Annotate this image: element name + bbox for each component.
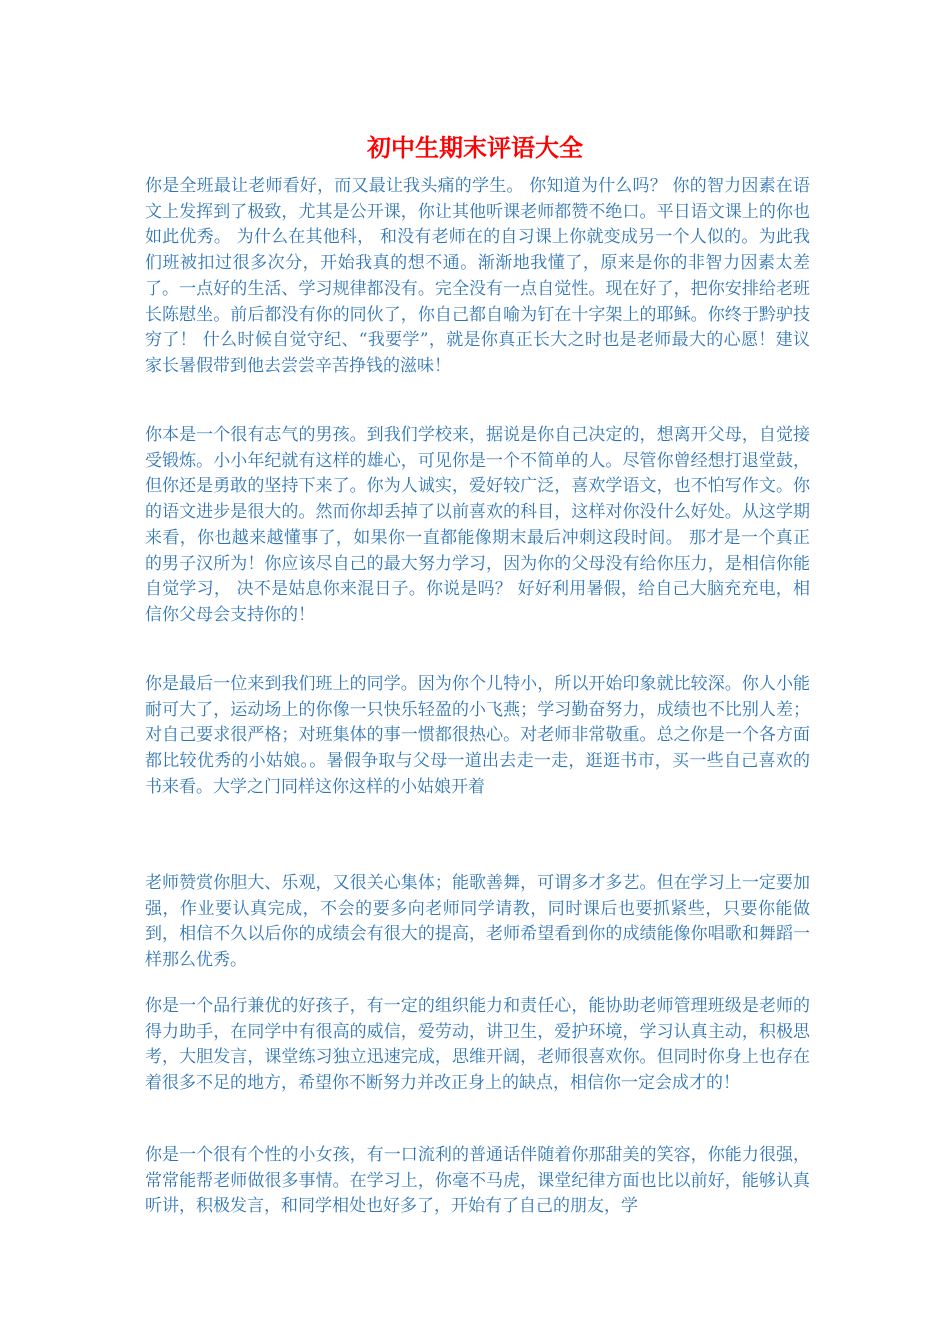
- comment-paragraph-5: 你是一个品行兼优的好孩子，有一定的组织能力和责任心，能协助老师管理班级是老师的得力助手，在同学中有很高的威信，爱劳动，讲卫生，爱护环境，学习认真主动，积极思考，大胆发言，课堂练习独立迅速完成，思维开阔，老师很喜欢你。但同时你身上也存在着很多不足的地方，希望你不断努力并改正身上的缺点，相信你一定会成才的！: [145, 996, 810, 1094]
- document-title: 初中生期末评语大全: [367, 133, 583, 162]
- comment-paragraph-2: 你本是一个很有志气的男孩。到我们学校来，据说是你自己决定的，想离开父母，自觉接受锻炼。小小年纪就有这样的雄心，可见你是一个不简单的人。尽管你曾经想打退堂鼓，但你还是勇敢的坚持下来了。你为人诚实，爱好较广泛，喜欢学语文，也不怕写作文。你的语文进步是很大的。然而你却丢掉了以前喜欢的科目，这样对你没什么好处。从这学期来看，你也越来越懂事了，如果你一直都能像期末最后冲刺这段时间。 那才是一个真正的男子汉所为！你应该尽自己的最大努力学习，因为你的父母没有给你压力，是相信你能自觉学习， 决不是姑息你来混日子。你说是吗？ 好好利用暑假，给自己大脑充充电，相信你父母会支持你的！: [145, 425, 810, 625]
- comment-paragraph-3: 你是最后一位来到我们班上的同学。因为你个儿特小，所以开始印象就比较深。你人小能耐可大了，运动场上的你像一只快乐轻盈的小飞燕；学习勤奋努力，成绩也不比别人差；对自己要求很严格；对班集体的事一惯都很热心。对老师非常敬重。总之你是一个各方面都比较优秀的小姑娘。。暑假争取与父母一道出去走一走，逛逛书市，买一些自己喜欢的书来看。大学之门同样这你这样的小姑娘开着: [145, 674, 810, 797]
- comment-paragraph-4: 老师赞赏你胆大、乐观，又很关心集体；能歌善舞，可谓多才多艺。但在学习上一定要加强，作业要认真完成，不会的要多向老师同学请教，同时课后也要抓紧些，只要你能做到，相信不久以后你的成绩会有很大的提高，老师希望看到你的成绩能像你唱歌和舞蹈一样那么优秀。: [145, 873, 810, 971]
- comment-paragraph-1: 你是全班最让老师看好，而又最让我头痛的学生。 你知道为什么吗？ 你的智力因素在语文上发挥到了极致，尤其是公开课，你让其他听课老师都赞不绝口。平日语文课上的你也如此优秀。 为什么在其他科， 和没有老师在的自习课上你就变成另一个人似的。为此我们班被扣过很多次分，开始我真的想不通。渐渐地我懂了，原来是你的非智力因素太差了。一点好的生活、学习规律都没有。完全没有一点自觉性。现在好了，把你安排给老班长陈慰坐。前后都没有你的同伙了，你自己都自喻为钉在十字架上的耶稣。你终于黔驴技穷了！ 什么时候自觉守纪、“我要学”，就是你真正长大之时也是老师最大的心愿！建议家长暑假带到他去尝尝辛苦挣钱的滋味！: [145, 176, 810, 376]
- comment-paragraph-6: 你是一个很有个性的小女孩，有一口流利的普通话伴随着你那甜美的笑容，你能力很强，常常能帮老师做很多事情。在学习上，你毫不马虎，课堂纪律方面也比以前好，能够认真听讲，积极发言，和同学相处也好多了，开始有了自己的朋友，学: [145, 1145, 810, 1217]
